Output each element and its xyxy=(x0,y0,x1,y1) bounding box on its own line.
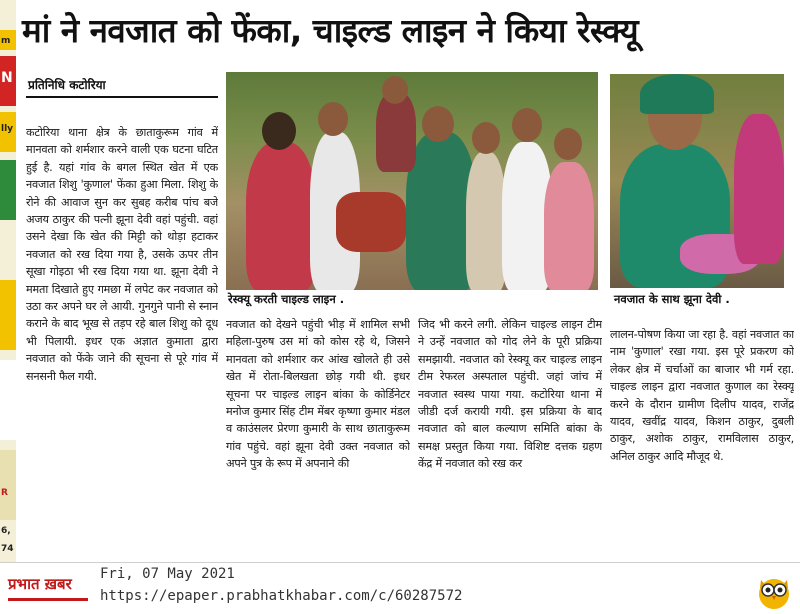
rescue-photo xyxy=(226,72,598,290)
epaper-url[interactable]: https://epaper.prabhatkhabar.com/c/60287572 xyxy=(100,588,463,604)
article-byline: प्रतिनिधि कटोरिया xyxy=(28,78,106,92)
ad-fragment: 74 xyxy=(1,544,14,554)
epaper-footer xyxy=(0,562,800,614)
article-column-4 xyxy=(610,326,794,566)
rescue-photo-caption: रेस्क्यू करती चाइल्ड लाइन . xyxy=(228,292,345,306)
logo-underline xyxy=(8,598,88,601)
ad-fragment: N xyxy=(1,70,13,86)
byline-divider xyxy=(26,96,218,98)
prabhat-khabar-logo[interactable]: प्रभात ख़बर xyxy=(8,575,72,593)
publication-date: Fri, 07 May 2021 xyxy=(100,566,235,582)
article-paragraph: नवजात को देखने पहुंची भीड़ में शामिल सभी महिला-पुरुष उस मां को कोस रहे थे, जिसने मानवता को शर्मशार कर आंख खोलते ही उसे खेत में रोता-बिलखता छोड़ गयी थी. इधर सूचना पर चाइल्ड लाइन बांका के कोर्डिनेटर मनोज कुमार सिंह टीम मेंबर कृष्णा कुमार मंडल व काउंसलर प्रेरणा कुमारी के साथ छाताकुरूम गांव पहुंचे. वहां झूना देवी उक्त नवजात को अपने पुत्र के रूप में अपनाने की xyxy=(226,318,410,471)
ad-fragment: m xyxy=(1,36,11,46)
article-paragraph: कटोरिया थाना क्षेत्र के छाताकुरूम गांव में मानवता को शर्मशार करने वाली एक घटना घटित हुई है. यहां गांव के बगल स्थित खेत में एक नवजात शिशु 'कुणाल' फेंका हुआ मिला. शिशु के रोने की आवाज सुन कर सुबह करीब पांच बजे अजय ठाकुर की पत्नी झूना देवी वहां पहुंची. वहां उसने देखा कि खेत की मिट्टी को थोड़ा हटाकर नवजात को रख दिया गया है, उसके ऊपर तीन सूखा गोइठा भी रख दिया गया था. झूना देवी ने ममता दिखाते हुए गमछा में लपेट कर नवजात को उठा कर अपने घर ले आयी. गुनगुने पानी से स्नान कराने के बाद भूख से तड़प रहे बाल शिशु को दूध भी पिलायी. इधर एक अज्ञात कुमाता द्वारा नवजात को फेंके जाने की सूचना से पूरे गांव में सनसनी फैल गयी. xyxy=(26,126,218,383)
side-advertisement xyxy=(0,0,16,562)
mother-photo xyxy=(610,74,784,288)
article-column-1 xyxy=(26,124,218,564)
owl-icon xyxy=(756,570,792,610)
mother-photo-caption: नवजात के साथ झूना देवी . xyxy=(614,292,730,306)
ad-fragment: 6, xyxy=(1,526,11,536)
article-headline: मां ने नवजात को फेंका, चाइल्ड लाइन ने किया रेस्क्यू xyxy=(22,11,639,50)
footer-divider xyxy=(0,562,800,563)
ad-fragment: lly xyxy=(1,124,14,134)
article-paragraph: जिद भी करने लगी. लेकिन चाइल्ड लाइन टीम ने उन्हें नवजात को गोद लेने के पूरी प्रक्रिया समझायी. नवजात को रेस्क्यू कर चाइल्ड लाइन टीम रेफरल अस्पताल पहुंची. जहां जांच में नवजात स्वस्थ पाया गया. कटोरिया थाना में जीडी दर्ज करायी गयी. इस प्रक्रिया के बाद नवजात को बाल कल्याण समिति बांका के समक्ष प्रस्तुत किया गया. विशिष्ट दत्तक ग्रहण केंद्र में नवजात को रख कर xyxy=(418,318,602,471)
article-column-3 xyxy=(418,316,602,566)
ad-fragment: R xyxy=(1,488,8,498)
article-column-2 xyxy=(226,316,410,566)
article-paragraph: लालन-पोषण किया जा रहा है. वहां नवजात का नाम 'कुणाल' रखा गया. इस पूरे प्रकरण को लेकर क्षेत्र में चर्चाओं का बाजार भी गर्म रहा. चाइल्ड लाइन द्वारा नवजात कुणाल का रेस्क्यू करने के दौरान ग्रामीण दिलीप यादव, राजेंद्र यादव, खवींद्र यादव, किशन ठाकुर, दुबली ठाकुर, अशोक ठाकुर, रामविलास ठाकुर, अनिल ठाकुर आदि मौजूद थे. xyxy=(610,328,794,463)
